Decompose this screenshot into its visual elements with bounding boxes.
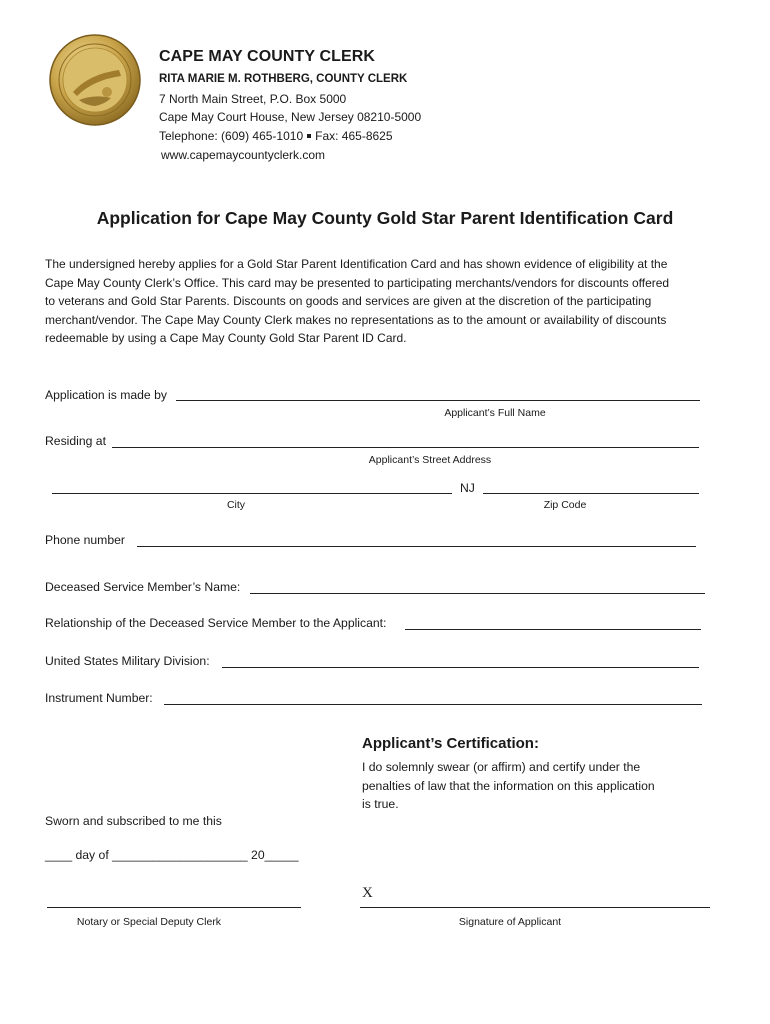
telephone: Telephone: (609) 465-1010 [159,129,304,143]
fax: Fax: 465-8625 [315,129,393,143]
city-caption: City [226,499,246,511]
residing-at-label: Residing at [45,434,106,448]
signature-caption: Signature of Applicant [458,916,562,928]
relationship-label: Relationship of the Deceased Service Member to the Applicant: [45,616,387,630]
page-title: Application for Cape May County Gold Star Parent Identification Card [96,208,674,228]
year-blank[interactable]: 20_____ [251,848,299,862]
day-blank[interactable]: ____ day of [45,848,109,862]
address-line-2: Cape May Court House, New Jersey 08210-5000 [159,110,422,124]
military-division-line[interactable] [222,667,699,668]
address-line-1: 7 North Main Street, P.O. Box 5000 [159,92,347,106]
applicant-signature-line[interactable] [360,907,710,908]
office-title: CAPE MAY COUNTY CLERK [159,48,376,65]
phone-line[interactable] [137,546,696,547]
applicant-name-caption: Applicant’s Full Name [444,407,546,419]
deceased-name-label: Deceased Service Member’s Name: [45,580,241,594]
state-label: NJ [460,481,475,495]
city-line[interactable] [52,493,452,494]
county-seal-icon [49,34,141,126]
military-division-label: United States Military Division: [45,654,210,668]
street-address-line[interactable] [112,447,699,448]
clerk-name: RITA MARIE M. ROTHBERG, COUNTY CLERK [159,73,408,85]
intro-line: Cape May County Clerk’s Office. This card may be presented to participating merchants/vendors for discounts offered [45,275,670,290]
zip-caption: Zip Code [543,499,587,511]
phone-label: Phone number [45,533,125,547]
instrument-number-label: Instrument Number: [45,691,153,705]
website-link[interactable]: www.capemaycountyclerk.com [161,148,326,162]
certification-title: Applicant’s Certification: [362,735,539,752]
instrument-number-line[interactable] [164,704,702,705]
notary-caption: Notary or Special Deputy Clerk [76,916,222,928]
month-blank[interactable]: ____________________ [112,848,248,862]
bullet-icon [307,134,311,138]
intro-paragraph [45,255,725,348]
deceased-name-line[interactable] [250,593,705,594]
application-by-label: Application is made by [45,388,167,402]
sworn-label: Sworn and subscribed to me this [45,814,222,828]
certification-line: penalties of law that the information on this application [362,778,655,793]
street-address-caption: Applicant’s Street Address [368,454,492,466]
intro-line: merchant/vendor. The Cape May County Clerk makes no representations as to the amount or availability of discounts [45,312,667,327]
signature-x-mark: X [362,885,373,901]
applicant-name-line[interactable] [176,400,700,401]
certification-line: is true. [362,797,399,811]
zip-line[interactable] [483,493,699,494]
phone-fax-line [159,129,393,143]
intro-line: redeemable by using a Cape May County Gold Star Parent ID Card. [45,331,407,346]
intro-line: The undersigned hereby applies for a Gold Star Parent Identification Card and has shown evidence of eligibility at the [45,257,668,271]
relationship-line[interactable] [405,629,701,630]
intro-line: to veterans and Gold Star Parents. Discounts on goods and services are given at the discretion of the participating [45,294,652,309]
sworn-date-row [45,848,299,862]
notary-signature-line[interactable] [47,907,301,908]
certification-line: I do solemnly swear (or affirm) and certify under the [362,760,641,774]
certification-text [362,758,692,814]
